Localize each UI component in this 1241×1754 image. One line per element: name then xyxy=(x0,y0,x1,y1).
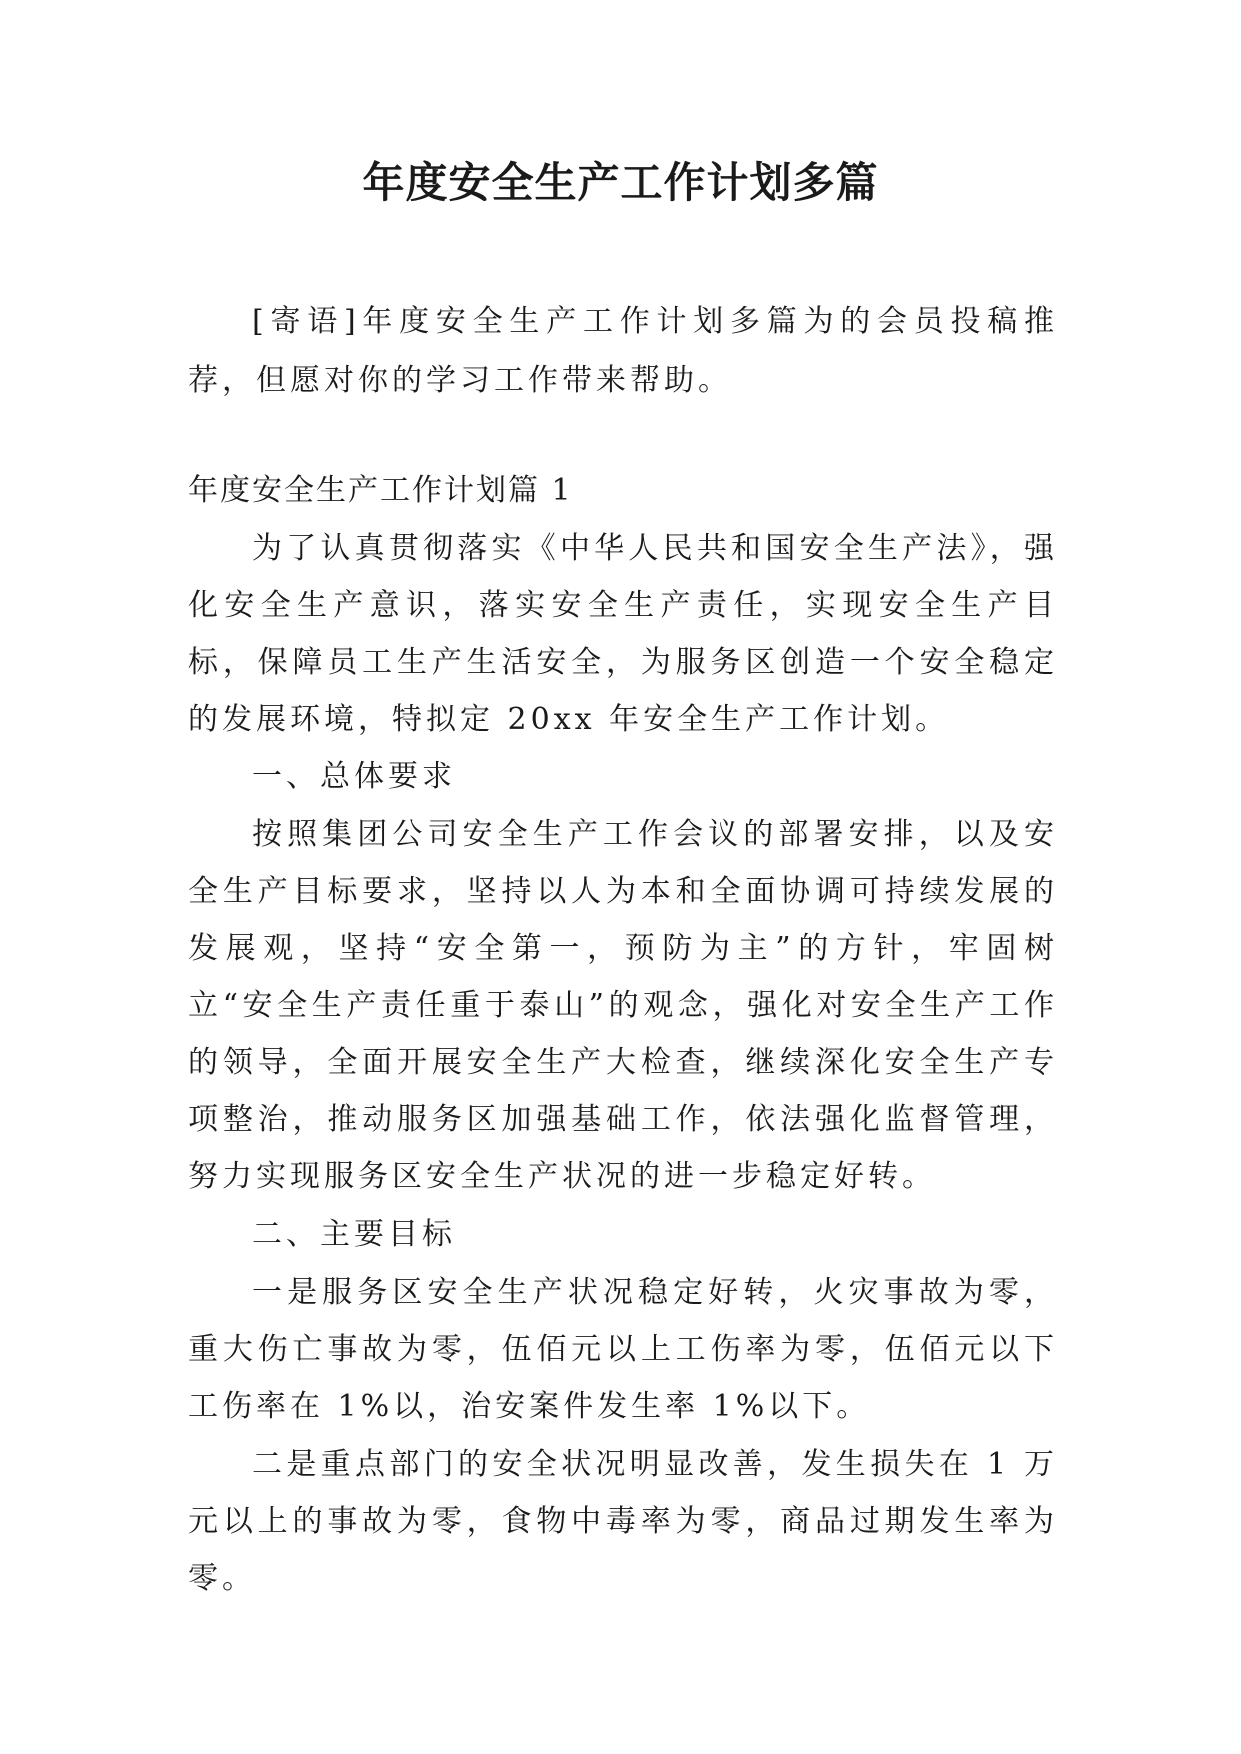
intro-paragraph: 为了认真贯彻落实《中华人民共和国安全生产法》，强化安全生产意识，落实安全生产责任，实现安全生产目标，保障员工生产生活安全，为服务区创造一个安全稳定的发展环境，特拟定 20xx 年安全生产工作计划。 xyxy=(188,531,1058,737)
heading-main-goals: 二、主要目标 xyxy=(252,1217,456,1252)
section-title: 年度安全生产工作计划篇 1 xyxy=(188,473,573,508)
goal-2-paragraph: 二是重点部门的安全状况明显改善，发生损失在 1 万元以上的事故为零，食物中毒率为零，商品过期发生率为零。 xyxy=(188,1447,1058,1596)
goal-1-paragraph: 一是服务区安全生产状况稳定好转，火灾事故为零，重大伤亡事故为零，伍佰元以上工伤率为零，伍佰元以下工伤率在 1%以，治安案件发生率 1%以下。 xyxy=(188,1275,1058,1424)
document-title: 年度安全生产工作计划多篇 xyxy=(362,158,879,207)
foreword-paragraph: [寄语]年度安全生产工作计划多篇为的会员投稿推荐，但愿对你的学习工作带来帮助。 xyxy=(188,304,1058,398)
heading-general-requirements: 一、总体要求 xyxy=(252,759,456,794)
general-requirements-paragraph: 按照集团公司安全生产工作会议的部署安排，以及安全生产目标要求，坚持以人为本和全面协调可持续发展的发展观，坚持“安全第一，预防为主”的方针，牢固树立“安全生产责任重于泰山”的观念，强化对安全生产工作的领导，全面开展安全生产大检查，继续深化安全生产专项整治，推动服务区加强基础工作，依法强化监督管理，努力实现服务区安全生产状况的进一步稳定好转。 xyxy=(188,817,1058,1194)
